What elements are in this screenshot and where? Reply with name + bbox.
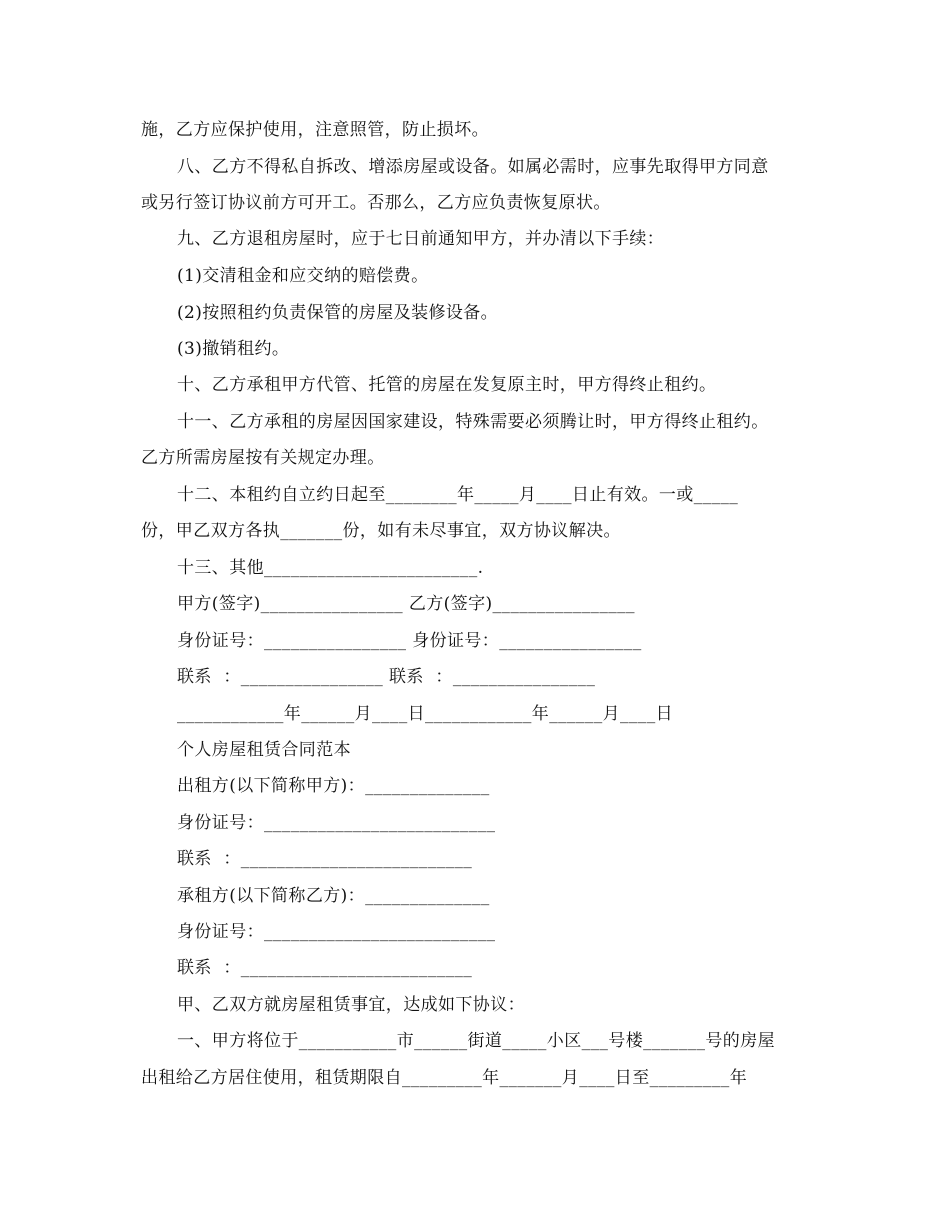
text-line: 乙方所需房屋按有关规定办理。	[141, 448, 385, 468]
text-line: 份，甲乙双方各执_______份，如有未尽事宜，双方协议解决。	[141, 521, 621, 541]
id-number-line: 身份证号：________________ 身份证号：________________	[177, 631, 642, 651]
text-line: 十二、本租约自立约日起至________年_____月____日止有效。一或_____	[177, 485, 739, 505]
text-line: 八、乙方不得私自拆改、增添房屋或设备。如属必需时，应事先取得甲方同意	[177, 157, 769, 177]
list-item: (3)撤销租约。	[177, 339, 290, 359]
date-line: ____________年______月____日____________年______月____日	[177, 704, 673, 724]
signature-line: 甲方(签字)________________ 乙方(签字)________________	[177, 594, 635, 614]
id-number-line: 身份证号：__________________________	[177, 922, 496, 942]
text-line: 施，乙方应保护使用，注意照管，防止损坏。	[141, 120, 489, 140]
text-line: 出租给乙方居住使用，租赁期限自_________年_______月____日至_________年	[141, 1068, 748, 1088]
contact-line: 联系 ：__________________________	[177, 849, 473, 869]
text-line: 甲、乙双方就房屋租赁事宜，达成如下协议：	[177, 995, 525, 1015]
text-line: 十、乙方承租甲方代管、托管的房屋在发复原主时，甲方得终止租约。	[177, 375, 717, 395]
text-line: 一、甲方将位于___________市______街道_____小区___号楼_______号的房屋	[177, 1031, 775, 1051]
contact-line: 联系 ：________________ 联系 ：________________	[177, 667, 596, 687]
id-number-line: 身份证号：__________________________	[177, 813, 496, 833]
text-line: 出租方(以下简称甲方)：______________	[177, 776, 490, 796]
list-item: (2)按照租约负责保管的房屋及装修设备。	[177, 303, 499, 323]
text-line: 十一、乙方承租的房屋因国家建设，特殊需要必须腾让时，甲方得终止租约。	[177, 412, 769, 432]
text-line: 十三、其他________________________.	[177, 558, 484, 578]
contact-line: 联系 ：__________________________	[177, 958, 473, 978]
text-line: 九、乙方退租房屋时，应于七日前通知甲方，并办清以下手续：	[177, 229, 665, 249]
list-item: (1)交清租金和应交纳的赔偿费。	[177, 266, 429, 286]
section-title: 个人房屋租赁合同范本	[177, 740, 351, 760]
text-line: 承租方(以下简称乙方)：______________	[177, 886, 490, 906]
text-line: 或另行签订协议前方可开工。否那么，乙方应负责恢复原状。	[141, 193, 611, 213]
